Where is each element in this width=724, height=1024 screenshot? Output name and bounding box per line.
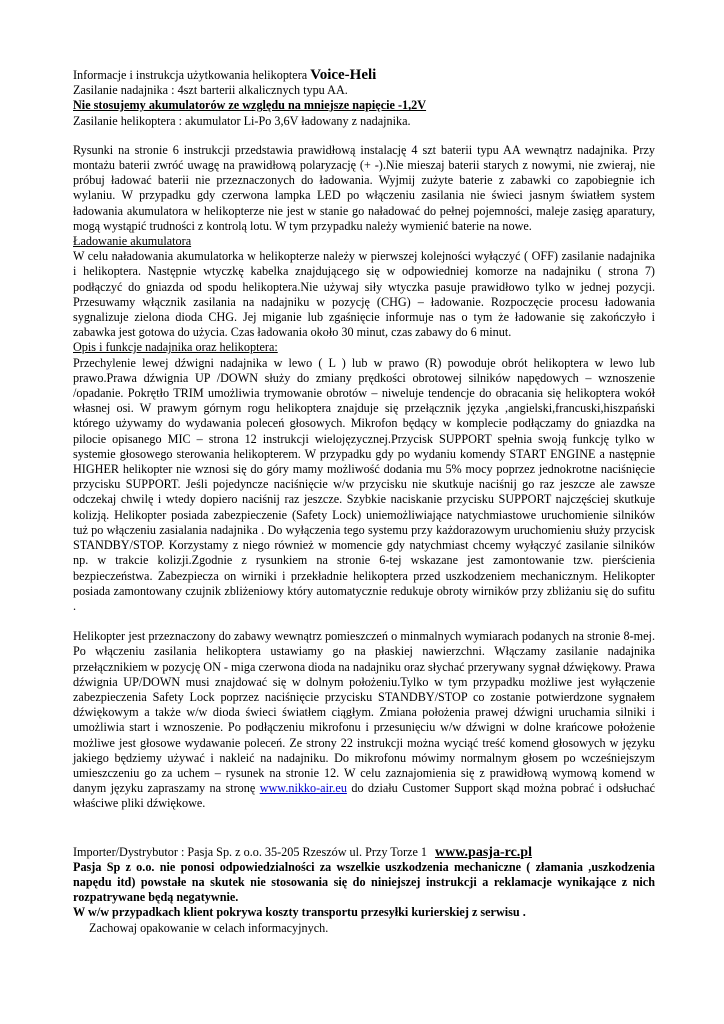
charging-paragraph: W celu naładowania akumulatorka w helikopterze należy w pierwszej kolejności wyłączyć ( OFF) zasilanie nadajnika i helikoptera. Następnie wtyczkę kabelka znajdującego się w odpowiedniej komorze na nadajniku ( strona 7) podłączyć do gniazda od spodu helikoptera.Nie używaj siły wtyczka pasuje prawidłowo tylko w jednej pozycji. Przesuwamy włącznik zasilania na nadajniku w pozycję (CHG) – ładowanie. Rozpoczęcie procesu ładowania sygnalizuje zielona dioda CHG. Jej miganie lub zgaśnięcie informuje nas o tym że ładowanie się zakończyło i zabawka jest gotowa do użycia. Czas ładowania około 30 minut, czas zabawy do 6 minut. bbox=[73, 249, 655, 340]
charging-heading: Ładowanie akumulatora bbox=[73, 234, 192, 249]
shipping-line: W w/w przypadkach klient pokrywa koszty transportu przesyłki kurierskiej z serwisu . bbox=[73, 905, 526, 920]
functions-paragraph: Przechylenie lewej dźwigni nadajnika w lewo ( L ) lub w prawo (R) powoduje obrót helikoptera w lewo lub prawo.Prawa dźwignia UP /DOWN służy do zmiany prędkości obrotowej silników napędowych – wznoszenie /opadanie. Pokrętło TRIM umożliwia trymowanie obrotów – niweluje tendencje do obracania się helikoptera wokół własnej osi. W prawym górnym rogu helikoptera znajduje się przełącznik języka ,angielski,francuski,hiszpański którego używamy do wydawania poleceń głosowych. Mikrofon będący w komplecie podłączamy do gniazdka na pilocie opisanego MIC – strona 12 instrukcji wielojęzycznej.Przycisk SUPPORT spełnia swoją funkcję tylko w systemie głosowego sterowania helikopterem. W przypadku gdy po wydaniu komendy START ENGINE a następnie HIGHER helikopter nie wznosi się do góry mamy możliwość dodania mu 5% mocy poprzez jednokrotne naciśnięcie przycisku SUPPORT. Jeśli pojedyncze naciśnięcie w/w przycisku nie skutkuje naciśnij go raz jeszcze ale zawsze odczekaj chwilę i wtedy dopiero naciśnij raz jeszcze. Szybkie naciskanie przycisku SUPPORT najczęściej skutkuje kolizją. Helikopter posiada zabezpieczenie (Safety Lock) uniemożliwiające natychmiastowe uruchomienie silników tuż po włączeniu zasialania nadajnika . Do wyłączenia tego systemu przy każdorazowym uruchomieniu służy przycisk STANDBY/STOP. Korzystamy z niego również w momencie gdy natychmiast chcemy wyłączyć zasilanie silników np. w trakcie kolizji.Zgodnie z rysunkiem na stronie 6-tej wskazane jest zamontowanie tzw. pierścienia bezpieczeństwa. Zabezpiecza on wirniki i przekładnie helikoptera przed uszkodzeniem mechanicznym. Helikopter posiada zamontowany czujnik zbliżeniowy który automatycznie redukuje obroty wirników przy zbliżaniu się do sufitu . bbox=[73, 355, 655, 613]
nikko-air-link[interactable]: www.nikko-air.eu bbox=[259, 781, 347, 796]
title-prefix: Informacje i instrukcja użytkowania helikoptera bbox=[73, 68, 311, 82]
pasja-website-link[interactable]: www.pasja-rc.pl bbox=[435, 844, 532, 860]
usage-text: Helikopter jest przeznaczony do zabawy wewnątrz pomieszczeń o minmalnych wymiarach podanych na stronie 8-mej. Po włączeniu zasilania helikoptera ustawiamy go na płaskiej nawierzchni. Włączamy zasilanie nadajnika przełącznikiem w pozycję ON - miga czerwona dioda na nadajniku oraz słychać przerywany sygnał dźwiękowy. Prawa dźwignia UP/DOWN musi znajdować się w dolnym położeniu.Tylko w tym przypadku możliwe jest wyłączenie zabezpieczenia Safety Lock poprzez naciśnięcie przycisku STANDBY/STOP co zostanie potwierdzone sygnałem dźwiękowym a także w/w dioda świeci światłem ciągłym. Zmiana położenia prawej dźwigni uruchamia silniki i umożliwia start i wznoszenie. Po podłączeniu mikrofonu i przesunięciu w/w dźwigni w dolne krańcowe położenie możliwe jest głosowe wydawanie poleceń. Ze strony 22 instrukcji można wyciąć treść komend głosowych w języku jakiego będziemy używać i nakleić na nadajniku. Do mikrofonu mówimy normalnym głosem po wcześniejszym umieszczeniu go za uchem – rysunek na stronie 12. W celu zaznajomienia się z prawidłową wymową komend w danym języku zapraszamy na stronę bbox=[73, 629, 655, 796]
functions-heading: Opis i funkcje nadajnika oraz helikoptera: bbox=[73, 340, 278, 355]
document-title bbox=[73, 68, 655, 83]
packaging-line: Zachowaj opakowanie w celach informacyjnych. bbox=[89, 920, 329, 935]
usage-text-after: do działu Customer Support skąd można pobrać i odsłuchać właściwe pliki dźwiękowe. bbox=[73, 781, 655, 811]
battery-warning: Nie stosujemy akumulatorów ze względu na mniejsze napięcie -1,2V bbox=[73, 98, 427, 113]
heli-power-line: Zasilanie helikoptera : akumulator Li-Po 3,6V ładowany z nadajnika. bbox=[73, 113, 411, 128]
battery-installation-paragraph: Rysunki na stronie 6 instrukcji przedstawia prawidłową instalację 4 szt baterii typu AA wewnątrz nadajnika. Przy montażu baterii zwróć uwagę na prawidłową polaryzację (+ -).Nie mieszaj baterii starych z nowymi, nie zwieraj, nie próbuj ładować baterii nie przeznaczonych do ładowania. Wyjmij zużyte baterie z zabawki co zapobiegnie ich wylaniu. W przypadku gdy czerwona lampka LED po włączeniu zasilania nie świeci jasnym światłem system ładowania akumulatora w helikopterze nie jest w stanie go naładować do pełnej pojemności, maleje zasięg aparatury, mogą wystąpić trudności z kontrolą lotu. W tym przypadku należy wymienić baterie na nowe. bbox=[73, 142, 655, 233]
usage-paragraph bbox=[73, 629, 655, 811]
importer-text: Importer/Dystrybutor : Pasja Sp. z o.o. 35-205 Rzeszów ul. Przy Torze 1 bbox=[73, 844, 427, 859]
importer-line bbox=[73, 845, 655, 860]
disclaimer-paragraph: Pasja Sp z o.o. nie ponosi odpowiedzialności za wszelkie uszkodzenia mechaniczne ( złamania ,uszkodzenia napędu itd) powstałe na skutek nie stosowania się do niniejszej instrukcji a reklamacje wynikające z nich rozpatrywane będą negatywnie. bbox=[73, 859, 655, 905]
transmitter-power-line: Zasilanie nadajnika : 4szt barterii alkalicznych typu AA. bbox=[73, 83, 348, 98]
document-page bbox=[73, 68, 655, 936]
product-name: Voice-Heli bbox=[310, 67, 377, 83]
